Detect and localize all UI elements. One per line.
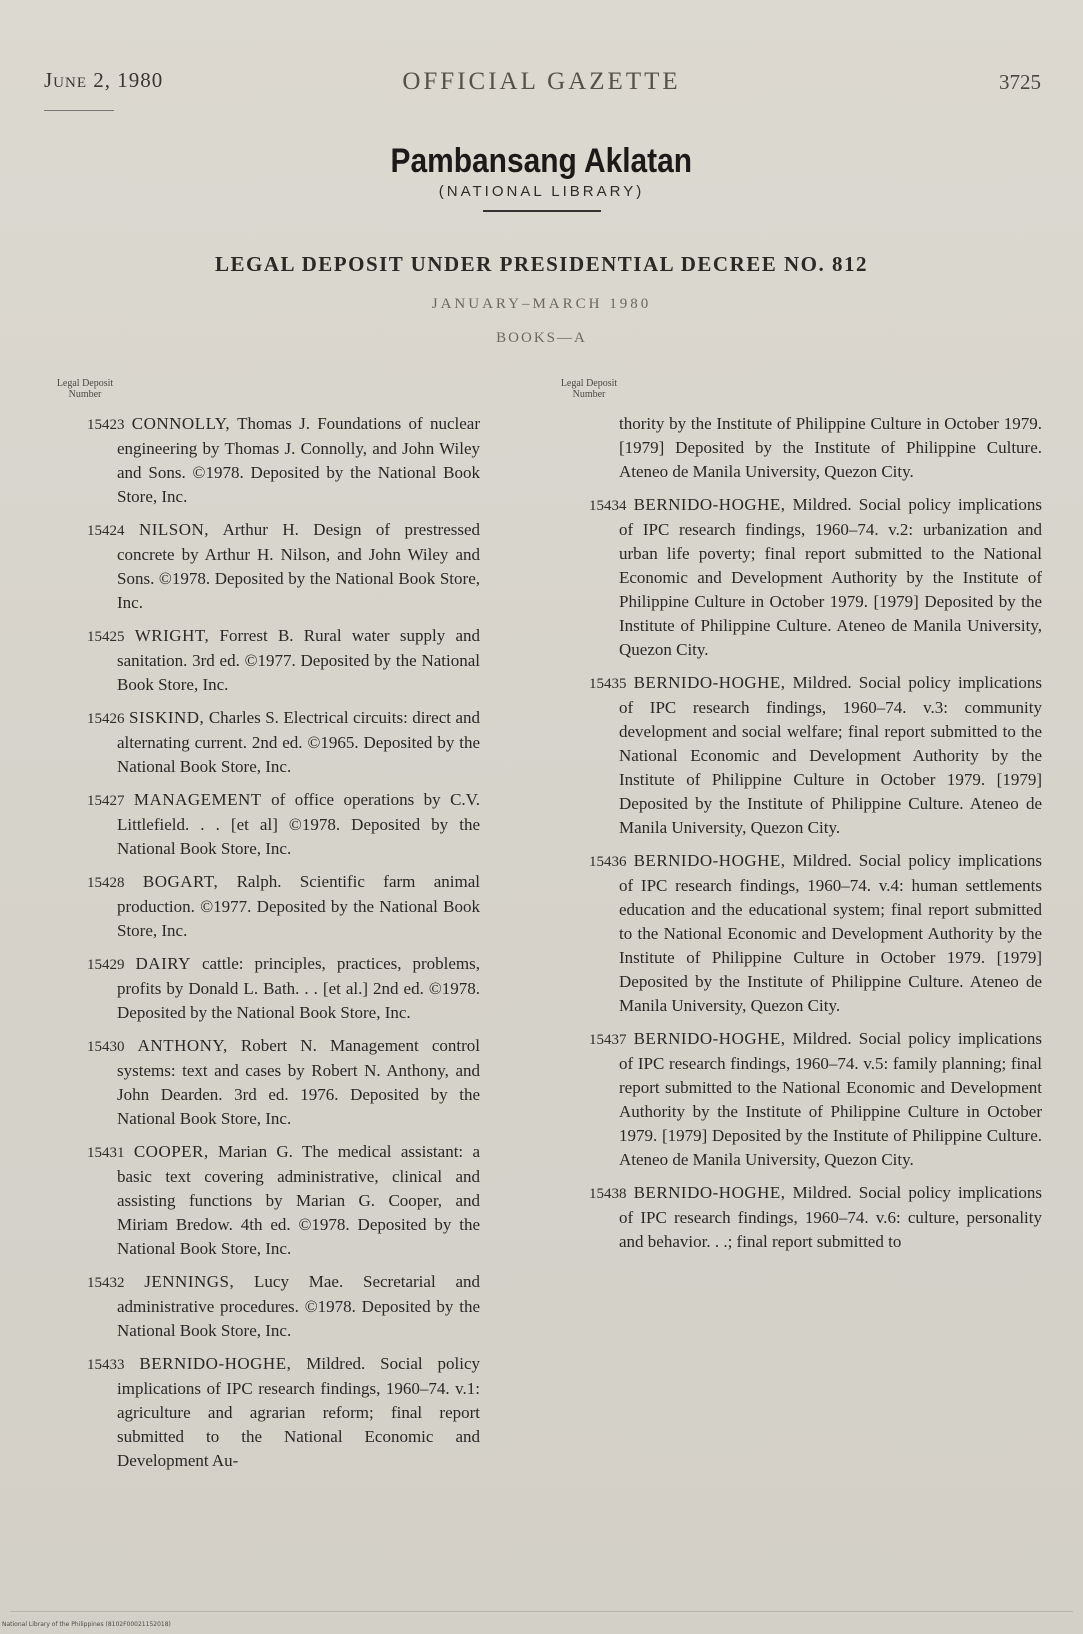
deposit-number: 15432 <box>87 1275 125 1291</box>
deposit-entry <box>40 952 480 1025</box>
column-header-right: Legal Deposit Number <box>560 378 618 400</box>
entry-author: BERNIDO-HOGHE, <box>633 1183 786 1202</box>
deposit-entry <box>40 870 480 943</box>
deposit-entry <box>542 1181 1042 1254</box>
header-date: June 2, 1980 <box>44 68 164 92</box>
entry-author: BERNIDO-HOGHE, <box>633 495 786 514</box>
masthead-title: Pambansang Aklatan <box>390 142 693 180</box>
entry-text: Robert N. Management control systems: text and cases by Robert N. Anthony, and John Dearden. 3rd ed. 1976. Deposited by the National Book Store, Inc. <box>117 1036 480 1128</box>
deposit-number: 15423 <box>87 417 125 433</box>
deposit-number: 15431 <box>87 1145 125 1161</box>
deposit-number: 15427 <box>87 793 125 809</box>
section-heading: LEGAL DEPOSIT UNDER PRESIDENTIAL DECREE NO. 812 <box>215 252 868 276</box>
entry-text: Mildred. Social policy implications of IPC research findings, 1960–74. v.5: family planning; final report submitted to the National Economic and Development Authority by the Institute of Philippine Culture in October 1979. [1979] Deposited by the Institute of Philippine Culture. Ateneo de Manila University, Quezon City. <box>619 1029 1042 1169</box>
deposit-entry <box>40 518 480 615</box>
entry-text: Forrest B. Rural water supply and sanitation. 3rd ed. ©1977. Deposited by the National Book Store, Inc. <box>117 626 480 694</box>
entry-text: Thomas J. Foundations of nuclear engineering by Thomas J. Connolly, and John Wiley and Sons. ©1978. Deposited by the National Book Store, Inc. <box>117 414 480 506</box>
entry-author: BERNIDO-HOGHE, <box>633 851 786 870</box>
entry-text: Lucy Mae. Secretarial and administrative procedures. ©1978. Deposited by the National Book Store, Inc. <box>117 1272 480 1340</box>
entry-text: Arthur H. Design of prestressed concrete by Arthur H. Nilson, and John Wiley and Sons. ©1978. Deposited by the National Book Store, Inc. <box>117 520 481 612</box>
entry-text: Mildred. Social policy implications of IPC research findings, 1960–74. v.4: human settlements education and the educational system; final report submitted to the National Economic and Development Authority by the Institute of Philippine Culture in October 1979. [1979] Deposited by the Institute of Philippine Culture. Ateneo de Manila University, Quezon City. <box>619 851 1042 1015</box>
header-rule <box>44 110 114 111</box>
footer-rule <box>10 1611 1073 1612</box>
footer-text: National Library of the Philippines (8102F00021152018) <box>2 1621 171 1628</box>
entry-text: Ralph. Scientific farm animal production. ©1977. Deposited by the National Book Store, Inc. <box>117 872 481 940</box>
masthead-subtitle: (NATIONAL LIBRARY) <box>438 183 645 200</box>
deposit-entry <box>40 1270 480 1343</box>
deposit-entry <box>40 706 480 779</box>
masthead <box>0 142 1083 212</box>
deposit-number: 15428 <box>87 875 125 891</box>
deposit-number: 15436 <box>589 854 627 870</box>
entry-author: BERNIDO-HOGHE, <box>633 1029 786 1048</box>
deposit-number: 15438 <box>589 1186 627 1202</box>
deposit-entry <box>40 1034 480 1131</box>
entry-text: Mildred. Social policy implications of IPC research findings, 1960–74. v.6: culture, personality and behavior. . .; final report submitted to <box>619 1183 1042 1251</box>
column-header-left: Legal Deposit Number <box>56 378 114 400</box>
left-entry-list <box>40 412 480 1473</box>
header-page-number: 3725 <box>999 70 1041 94</box>
entry-text: Mildred. Social policy implications of IPC research findings, 1960–74. v.1: agriculture and agrarian reform; final report submitted to the National Economic and Development Au- <box>117 1354 481 1470</box>
entry-text: of office operations by C.V. Littlefield. . . [et al] ©1978. Deposited by the National Book Store, Inc. <box>117 790 481 858</box>
entry-author: ANTHONY, <box>137 1036 228 1055</box>
entry-author: CONNOLLY, <box>131 414 231 433</box>
deposit-entry <box>40 1352 480 1473</box>
section-period: JANUARY–MARCH 1980 <box>431 296 652 312</box>
entry-author: NILSON, <box>138 520 210 539</box>
deposit-entry <box>40 412 480 509</box>
deposit-number: 15434 <box>589 498 627 514</box>
entry-author: SISKIND, <box>129 708 205 727</box>
continued-entry-text: thority by the Institute of Philippine Culture in October 1979. [1979] Deposited by the Institute of Philippine Culture. Ateneo de Manila University, Quezon City. <box>619 414 1042 481</box>
deposit-entry <box>542 849 1042 1018</box>
entry-author: BOGART, <box>142 872 219 891</box>
entry-author: BERNIDO-HOGHE, <box>139 1354 292 1373</box>
entry-text: Charles S. Electrical circuits: direct and alternating current. 2nd ed. ©1965. Deposited by the National Book Store, Inc. <box>117 708 481 776</box>
masthead-rule <box>483 210 601 212</box>
deposit-number: 15435 <box>589 676 627 692</box>
entry-author: JENNINGS, <box>144 1272 235 1291</box>
deposit-entry <box>542 671 1042 840</box>
section-category: BOOKS—A <box>496 330 587 346</box>
deposit-entry <box>40 624 480 697</box>
deposit-number: 15424 <box>87 523 125 539</box>
page-header <box>40 60 1043 100</box>
deposit-number: 15425 <box>87 629 125 645</box>
entry-author: BERNIDO-HOGHE, <box>633 673 786 692</box>
entry-author: DAIRY <box>135 954 191 973</box>
deposit-number: 15426 <box>87 711 125 727</box>
entry-text: Marian G. The medical assistant: a basic text covering administrative, clinical and assisting functions by Marian G. Cooper, and Miriam Bredow. 4th ed. ©1978. Deposited by the National Book Store, Inc. <box>117 1142 481 1258</box>
entry-text: Mildred. Social policy implications of IPC research findings, 1960–74. v.2: urbanization and urban life poverty; final report submitted to the National Economic and Development Authority by the Institute of Philippine Culture in October 1979. [1979] Deposited by the Institute of Philippine Culture. Ateneo de Manila University, Quezon City. <box>619 495 1042 659</box>
deposit-entry <box>542 1027 1042 1172</box>
deposit-number: 15437 <box>589 1032 627 1048</box>
deposit-number: 15430 <box>87 1039 125 1055</box>
entry-author: COOPER, <box>133 1142 209 1161</box>
header-title: OFFICIAL GAZETTE <box>402 68 681 95</box>
entry-text: Mildred. Social policy implications of IPC research findings, 1960–74. v.3: community development and social welfare; final report submitted to the National Economic and Development Authority by the Institute of Philippine Culture in October 1979. [1979] Deposited by the Institute of Philippine Culture. Ateneo de Manila University, Quezon City. <box>619 673 1042 837</box>
entry-author: MANAGEMENT <box>133 790 262 809</box>
deposit-entry <box>542 493 1042 662</box>
deposit-entry <box>40 788 480 861</box>
deposit-number: 15433 <box>87 1357 125 1373</box>
entry-text: cattle: principles, practices, problems, profits by Donald L. Bath. . . [et al.] 2nd ed. ©1978. Deposited by the National Book Store, Inc. <box>117 954 481 1022</box>
right-column <box>542 378 1042 1263</box>
right-entry-list <box>542 493 1042 1254</box>
deposit-entry <box>40 1140 480 1261</box>
left-column <box>40 378 480 1482</box>
entry-author: WRIGHT, <box>134 626 210 645</box>
deposit-number: 15429 <box>87 957 125 973</box>
